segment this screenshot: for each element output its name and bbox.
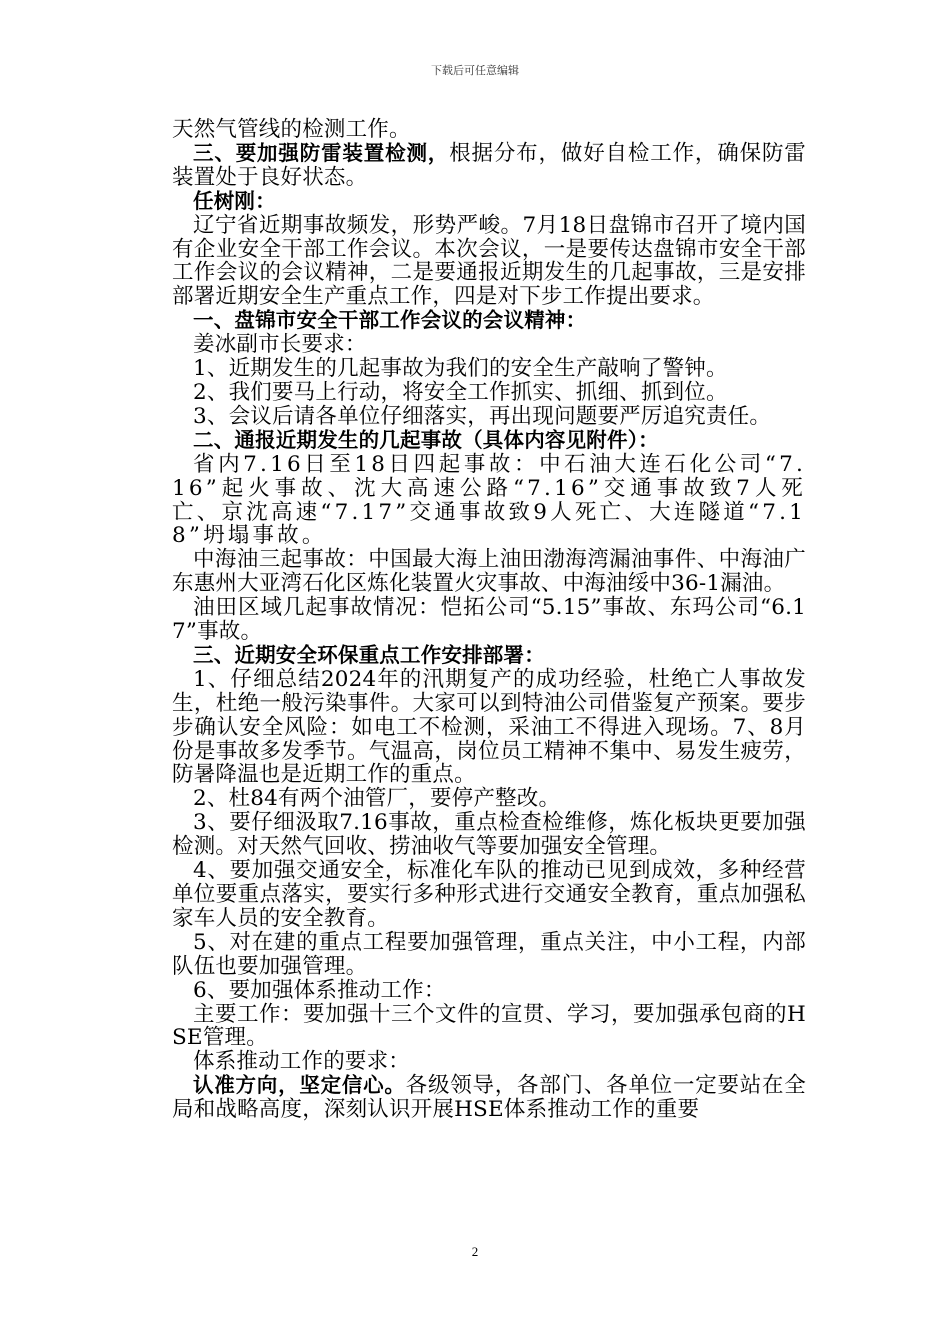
paragraph: 主要工作：要加强十三个文件的宣贯、学习，要加强承包商的HSE管理。 [172,1001,806,1051]
paragraph: 天然气管线的检测工作。 [172,117,411,142]
paragraph: 体系推动工作的要求： [193,1049,411,1075]
document-body [172,118,806,1122]
page-header: 下载后可任意编辑 [431,64,519,77]
list-item: 4、要加强交通安全，标准化车队的推动已见到成效，多种经营单位要重点落实，要实行多种形式进行交通安全教育，重点加强私家车人员的安全教育。 [172,858,806,931]
paragraph: 油田区域几起事故情况：恺拓公司“5.15”事故、东玛公司“6.17”事故。 [172,595,806,645]
bold-heading: 一、盘锦市安全干部工作会议的会议精神： [193,308,587,333]
bold-heading: 二、通报近期发生的几起事故（具体内容见附件）： [193,427,659,452]
list-item: 2、杜84有两个油管厂，要停产整改。 [193,786,561,812]
paragraph: 辽宁省近期事故频发，形势严峻。7月18日盘锦市召开了境内国有企业安全干部工作会议。本次会议，一是要传达盘锦市安全干部工作会议的会议精神，二是要通报近期发生的几起事故，三是安排部署近期安全生产重点工作，四是对下步工作提出要求。 [172,212,806,310]
list-item: 3、要仔细汲取7.16事故，重点检查检维修，炼化板块更要加强检测。对天然气回收、捞油收气等要加强安全管理。 [172,810,806,860]
section-heading [172,644,806,668]
paragraph-text: 根据分布，做好自检工作，确保防雷装置处于良好状态。 [172,140,807,190]
paragraph-text: 各级领导，各部门、各单位一定要站在全局和战略高度，深刻认识开展HSE体系推动工作的重要 [172,1073,806,1123]
list-item: 1、仔细总结2024年的汛期复产的成功经验，杜绝亡人事故发生，杜绝一般污染事件。大家可以到特油公司借鉴复产预案。要步步确认安全风险：如电工不检测，采油工不得进入现场。7、8月份是事故多发季节。气温高，岗位员工精神不集中、易发生疲劳，防暑降温也是近期工作的重点。 [172,666,806,788]
paragraph: 中海油三起事故：中国最大海上油田渤海湾漏油事件、中海油广东惠州大亚湾石化区炼化装置火灾事故、中海油绥中36-1漏油。 [172,547,806,597]
paragraph: 省内7.16日至18日四起事故：中石油大连石化公司“7.16”起火事故、沈大高速公路“7.16”交通事故致7人死亡、京沈高速“7.17”交通事故致9人死亡、大连隧道“7.18”坍塌事故。 [172,451,806,549]
bold-heading: 三、要加强防雷装置检测， [193,140,450,165]
bold-heading: 任树刚： [193,188,276,213]
page-number: 2 [471,1244,479,1259]
list-item: 2、我们要马上行动，将安全工作抓实、抓细、抓到位。 [193,379,728,405]
bold-heading: 认准方向，坚定信心。 [193,1073,406,1098]
paragraph: 姜冰副市长要求： [193,332,367,358]
speaker-name [172,190,806,214]
section-heading [172,429,806,453]
bold-heading: 三、近期安全环保重点工作安排部署： [193,642,545,667]
paragraph [172,1074,806,1122]
list-item: 5、对在建的重点工程要加强管理，重点关注，中小工程，内部队伍也要加强管理。 [172,929,806,979]
list-item: 1、近期发生的几起事故为我们的安全生产敲响了警钟。 [193,356,728,382]
section-heading [172,309,806,333]
list-item: 6、要加强体系推动工作： [193,977,446,1003]
paragraph [172,142,806,190]
list-item: 3、会议后请各单位仔细落实，再出现问题要严厉追究责任。 [193,403,772,429]
